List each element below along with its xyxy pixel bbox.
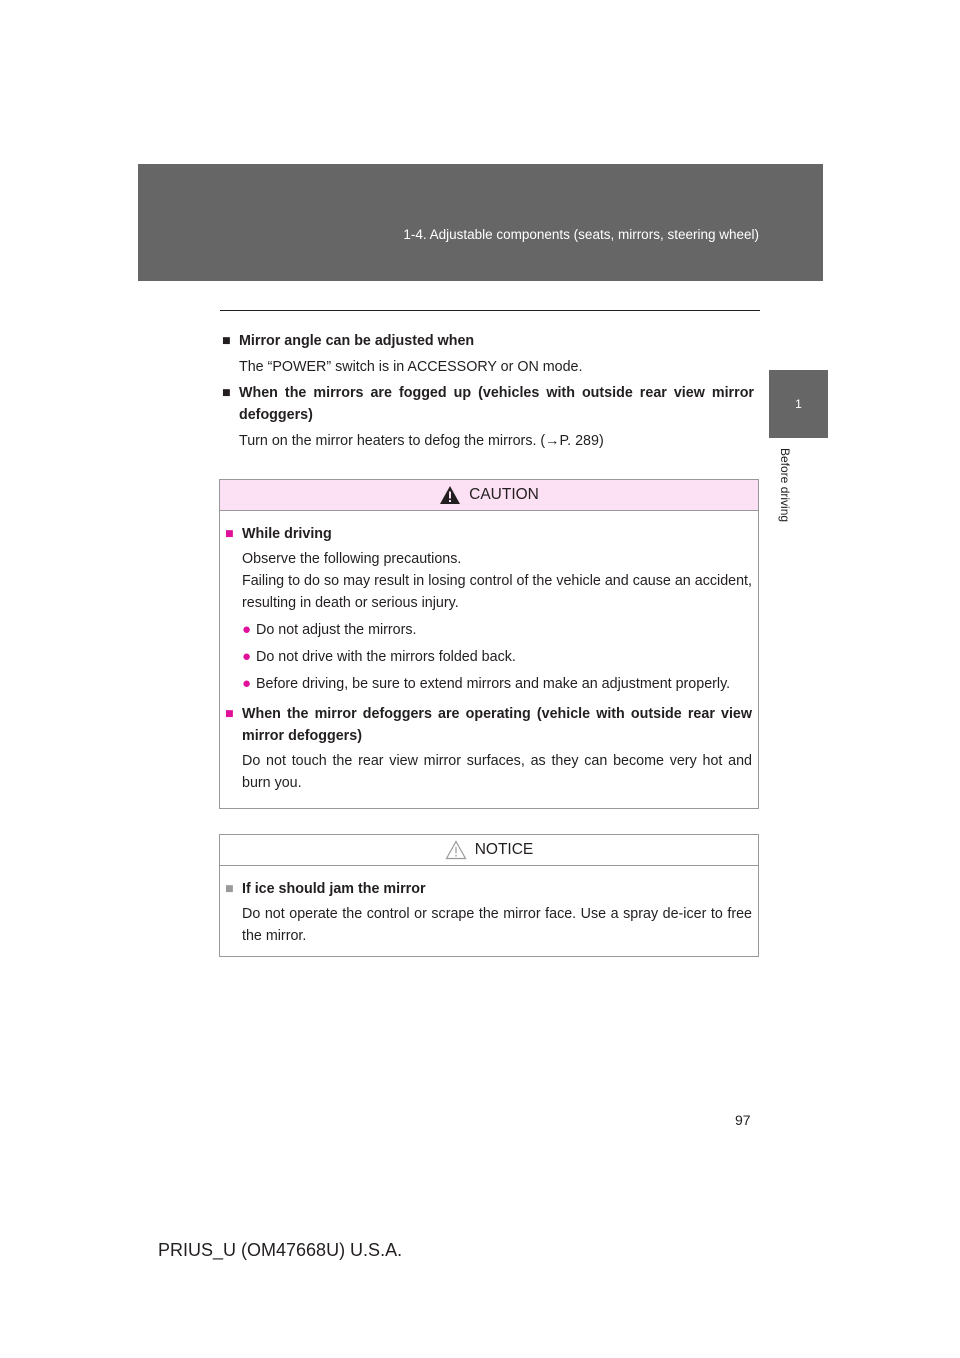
square-bullet-icon: ■: [225, 706, 234, 722]
header-band: [138, 164, 823, 281]
chapter-label: Before driving: [778, 448, 792, 523]
square-bullet-icon: ■: [225, 526, 234, 542]
notice-heading: ■ If ice should jam the mirror: [225, 878, 752, 900]
caution-bullet: ● Do not drive with the mirrors folded back.: [225, 646, 752, 668]
chapter-tab: [769, 370, 828, 438]
caution-title: CAUTION: [469, 486, 539, 503]
intro-notes: [222, 330, 754, 452]
caution-text: Observe the following precautions. Failing to do so may result in losing control of the vehicle and cause an accident, resulting in death or serious injury.: [242, 551, 752, 611]
chapter-number: 1: [795, 397, 802, 411]
warning-triangle-icon: [445, 840, 467, 860]
caution-heading: ■ When the mirror defoggers are operating (vehicle with outside rear view mirror defoggers): [225, 703, 752, 747]
note-body: Turn on the mirror heaters to defog the mirrors. (→P. 289): [239, 433, 604, 449]
square-bullet-icon: ■: [222, 333, 231, 349]
footer-model: PRIUS_U (OM47668U) U.S.A.: [158, 1240, 403, 1260]
notice-header: [220, 835, 758, 866]
section-title: 1-4. Adjustable components (seats, mirrors, steering wheel): [403, 227, 759, 242]
caution-bullet: ● Do not adjust the mirrors.: [225, 619, 752, 641]
caution-header: [220, 480, 758, 511]
warning-triangle-icon: [439, 485, 461, 505]
notice-box: [219, 834, 759, 957]
caution-box: [219, 479, 759, 809]
square-bullet-icon: ■: [222, 385, 231, 401]
note-heading: ■ Mirror angle can be adjusted when: [222, 330, 754, 352]
square-bullet-icon: ■: [225, 881, 234, 897]
caution-heading: ■ While driving: [225, 523, 752, 545]
note-body: The “POWER” switch is in ACCESSORY or ON mode.: [239, 359, 583, 375]
caution-text: Do not touch the rear view mirror surfaces, as they can become very hot and burn you.: [242, 753, 752, 791]
section-divider: [220, 310, 760, 311]
note-heading: ■ When the mirrors are fogged up (vehicles with outside rear view mirror defoggers): [222, 382, 754, 426]
round-bullet-icon: ●: [242, 621, 252, 638]
notice-body: [220, 866, 758, 957]
round-bullet-icon: ●: [242, 675, 252, 692]
caution-body: [220, 511, 758, 804]
page-number: 97: [735, 1112, 751, 1128]
notice-title: NOTICE: [474, 841, 534, 858]
round-bullet-icon: ●: [242, 648, 252, 665]
notice-text: Do not operate the control or scrape the mirror face. Use a spray de-icer to free the mirror.: [242, 906, 752, 944]
caution-bullet: ● Before driving, be sure to extend mirrors and make an adjustment properly.: [225, 673, 752, 695]
